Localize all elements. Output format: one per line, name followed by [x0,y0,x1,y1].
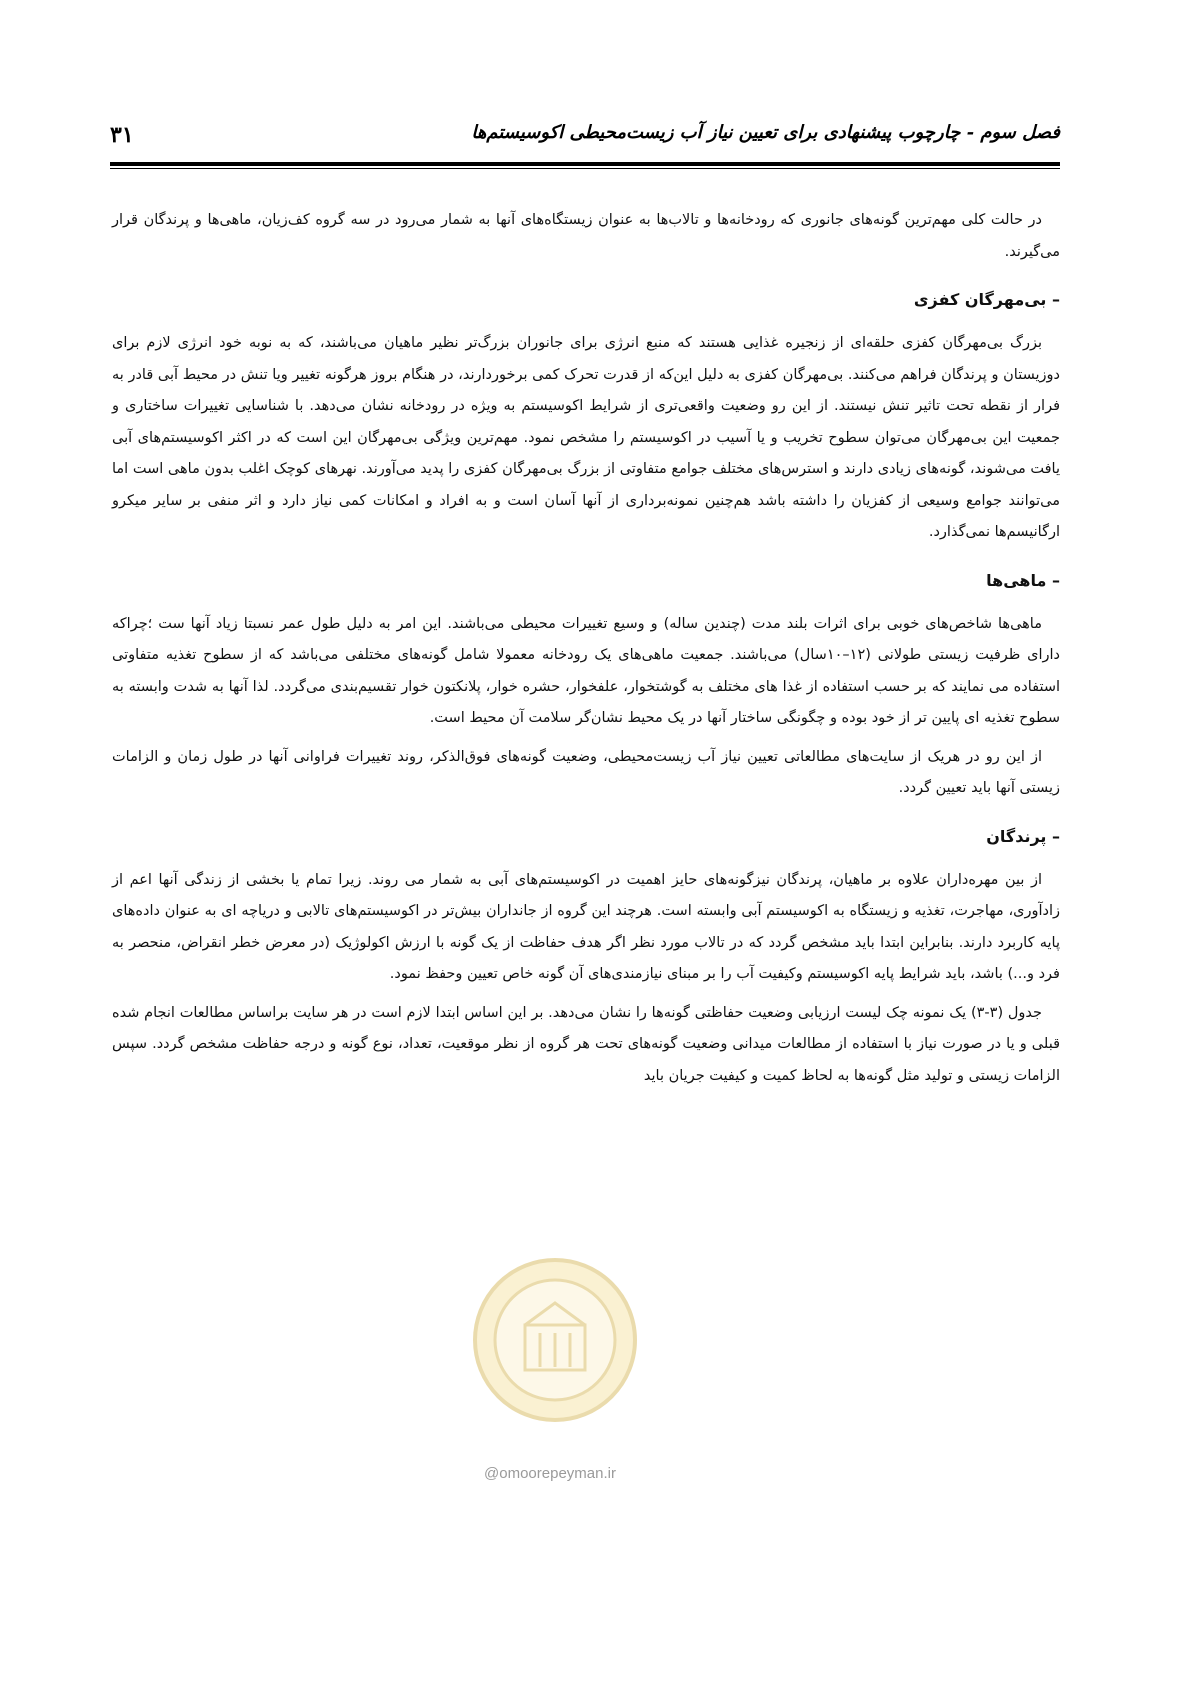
paragraph-fish-2: از این رو در هریک از سایت‌های مطالعاتی تعیین نیاز آب زیست‌محیطی، وضعیت گونه‌های فوق‌الذکر، روند تغییرات فراوانی آنها در طول زمان و الزامات زیستی آنها باید تعیین گردد. [112,748,1060,796]
section-heading-benthic: – بی‌مهرگان کفزی [913,290,1060,309]
paragraph-benthic: بزرگ بی‌مهرگان کفزی حلقه‌ای از زنجیره غذایی هستند که منبع انرژی برای جانوران بزرگ‌تر نظیر ماهیان می‌باشند، که به نوبه خود انرژی لازم برای دوزیستان و پرندگان فراهم می‌کنند. بی‌مهرگان کفزی به دلیل این‌که از قدرت تحرک کمی برخوردارند، در هنگام بروز هرگونه تغییر ویا تنش در محیط آبی قادر به فرار از نقطه تحت تاثیر تنش نیستند. از این رو وضعیت واقعی‌تری از شرایط اکوسیستم به ویژه در رودخانه نشان می‌دهد. با شناسایی تغییرات ساختاری و جمعیت این بی‌مهرگان می‌توان سطوح تخریب و یا آسیب در اکوسیستم را مشخص نمود. مهم‌ترین ویژگی بی‌مهرگان این است که در اکثر اکوسیستم‌های آبی یافت می‌شوند، گونه‌های زیادی دارند و استرس‌های مختلف جوامع متفاوتی از بزرگ بی‌مهرگان کفزی را پدید می‌آورند. نهرهای کوچک اغلب بدون ماهی است اما می‌توانند جوامع وسیعی از کفزیان را داشته باشد هم‌چنین نمونه‌برداری از آنها آسان است و به افراد و امکانات کمی نیاز دارد و اثر منفی بر سایر میکرو ارگانیسم‌ها نمی‌گذارد. [112,335,1060,540]
header-rule [110,162,1060,166]
paragraph-birds-1: از بین مهره‌داران علاوه بر ماهیان، پرندگان نیزگونه‌های حایز اهمیت در اکوسیستم‌های آبی به شمار می روند. زیرا تمام یا بخشی از زندگی آنها اعم از زادآوری، مهاجرت، تغذیه و زیستگاه به اکوسیستم آبی وابسته است. هرچند این گروه از جانداران بیش‌تر در اکوسیستم‌های تالابی و دریاچه ای به عنوان داده‌های پایه کاربرد دارند. بنابراین ابتدا باید مشخص گردد که در تالاب مورد نظر اگر هدف حفاظت از یک گونه با ارزش اکولوژیک (در معرض خطر انقراض، منحصر به فرد و...) باشد، باید شرایط پایه اکوسیستم وکیفیت آب را بر مبنای نیازمندی‌های آن گونه خاص تعیین وحفظ نمود. [112,871,1060,982]
header-rule-thin [110,168,1060,169]
intro-paragraph: در حالت کلی مهم‌ترین گونه‌های جانوری که رودخانه‌ها و تالاب‌ها به عنوان زیستگاه‌های آنها به شمار می‌رود در سه گروه کف‌زیان، ماهی‌ها و پرندگان قرار می‌گیرند. [112,212,1060,260]
page-header [110,122,1060,162]
watermark-seal-icon [470,1255,640,1425]
paragraph-birds-2: جدول (۳-۳) یک نمونه چک لیست ارزیابی وضعیت حفاظتی گونه‌ها را نشان می‌دهد. بر این اساس ابتدا لازم است در هر سایت براساس مطالعات انجام شده قبلی و یا در صورت نیاز با استفاده از مطالعات میدانی وضعیت گونه‌های تحت هر گروه از نظر موقعیت، تعداد، نوع گونه و درجه حفاظت مشخص گردد. سپس الزامات زیستی و تولید مثل گونه‌ها به لحاظ کمیت و کیفیت جریان باید [112,1004,1060,1084]
section-heading-fish: – ماهی‌ها [986,570,1060,590]
paragraph-fish-1: ماهی‌ها شاخص‌های خوبی برای اثرات بلند مدت (چندین ساله) و وسیع تغییرات محیطی می‌باشند. این امر به دلیل طول عمر نسبتا زیاد آنها ست ؛چراکه دارای ظرفیت زیستی طولانی (۱۲–۱۰سال) می‌باشند. جمعیت ماهی‌های یک رودخانه معمولا شامل گونه‌های مختلفی می‌باشد که از سطوح تغذیه متفاوتی استفاده می نمایند که بر حسب استفاده از غذا های مختلف به گوشتخوار، علفخوار، حشره خوار، پلانکتون خوار تقسیم‌بندی می‌گردد. لذا آنها به شدت وابسته به سطوح تغذیه ای پایین تر از خود بوده و چگونگی ساختار آنها در یک محیط نشان‌گر سلامت آن محیط است. [112,615,1060,726]
page-number: ۳۱ [110,122,134,148]
chapter-title: فصل سوم - چارچوب پیشنهادی برای تعیین نیاز آب زیست‌محیطی اکوسیستم‌ها [471,122,1060,143]
watermark-text: @omoorepeyman.ir [484,1465,616,1482]
section-heading-birds: – پرندگان [986,826,1060,846]
body-text [112,205,1060,1099]
